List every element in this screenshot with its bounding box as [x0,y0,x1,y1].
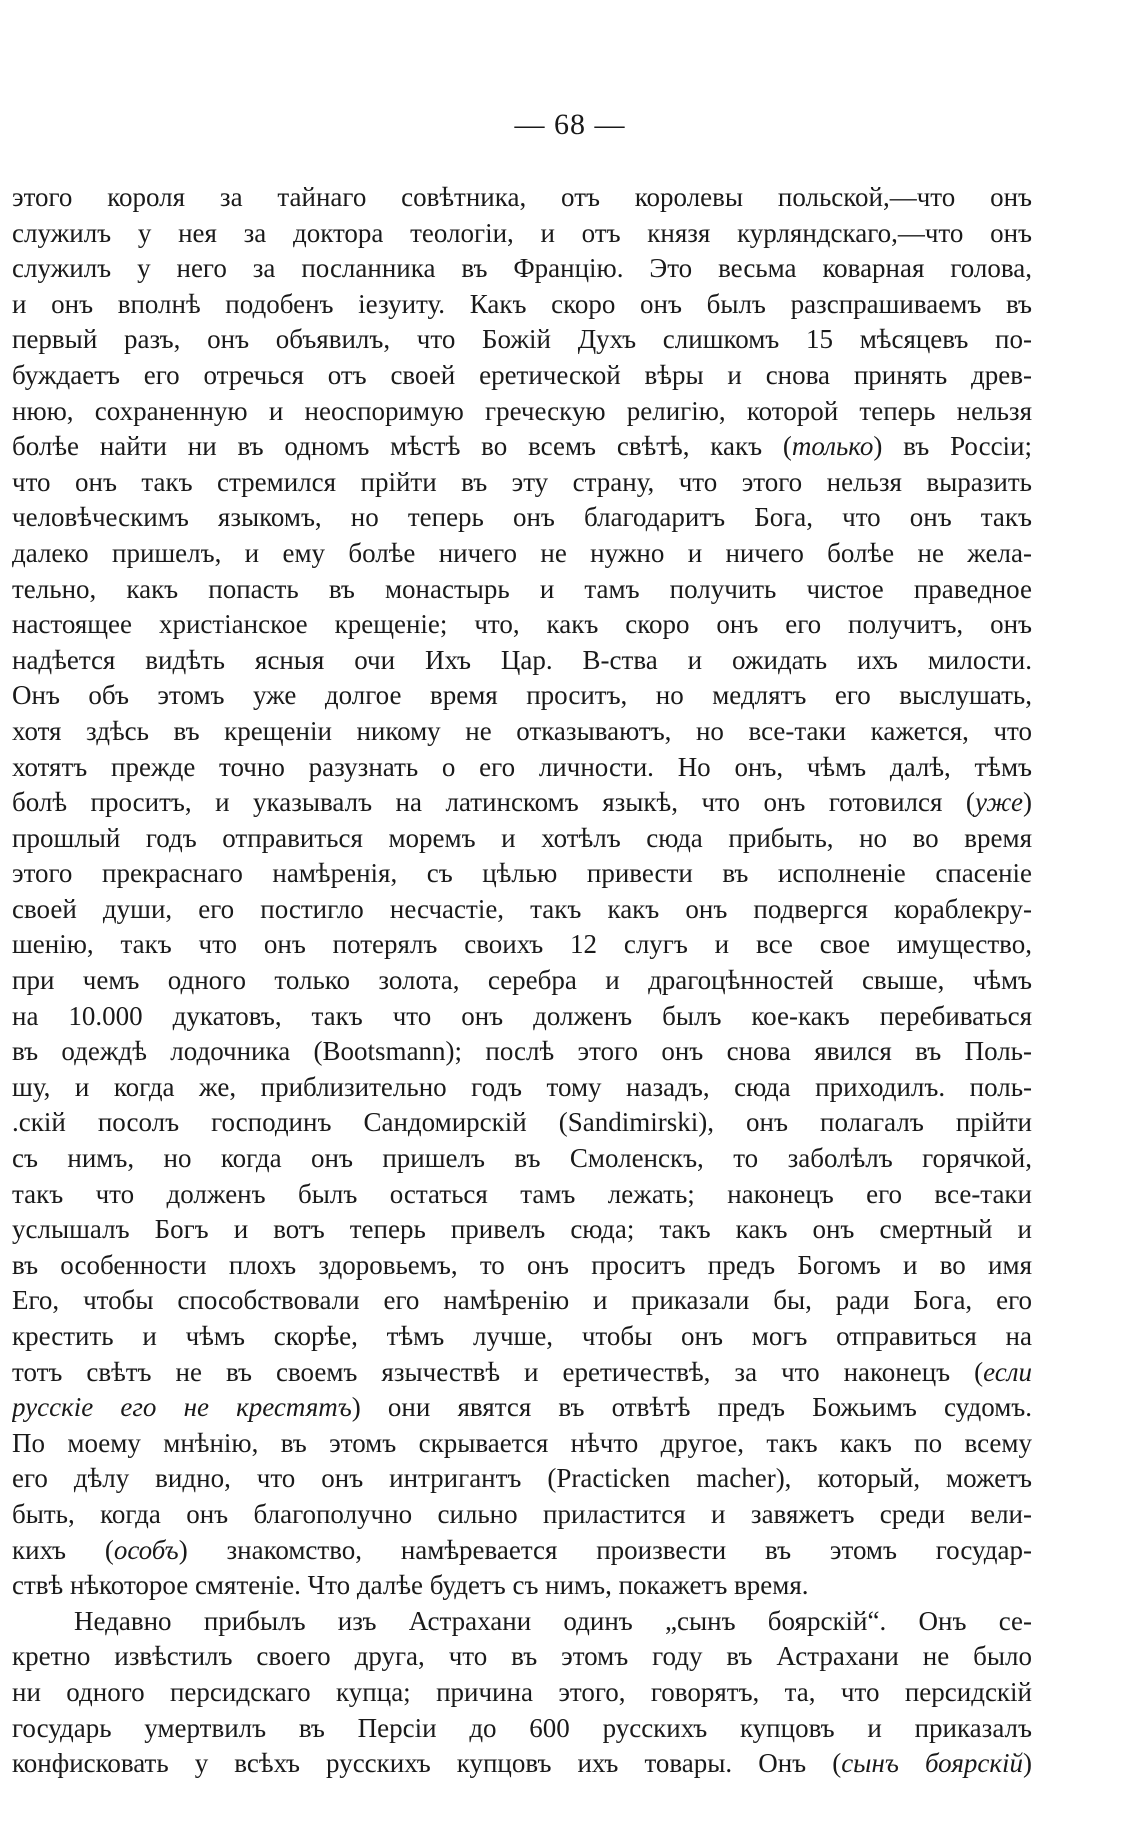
text-line [12,287,1032,323]
text-line [12,572,1032,608]
text-segment: хотятъ прежде точно разузнать о его личности. Но онъ, чѣмъ далѣ, тѣмъ [12,751,1032,782]
text-line [12,1461,1032,1497]
text-line [12,785,1032,821]
text-segment: кретно извѣстилъ своего друга, что въ этомъ году въ Астрахани не было [12,1641,1032,1672]
text-line [12,358,1032,394]
text-segment: ) [1023,787,1032,818]
text-line [12,1675,1032,1711]
text-segment: что онъ такъ стремился прійти въ эту страну, что этого нельзя выразить [12,466,1032,497]
text-line [12,1105,1032,1141]
text-line [12,1639,1032,1675]
text-segment: .скій посолъ господинъ Сандомирскій (Sandimirski), онъ полагалъ прійти [12,1107,1032,1138]
text-segment: хотя здѣсь въ крещеніи никому не отказываютъ, но все-таки кажется, что [12,715,1032,746]
text-segment: на 10.000 дукатовъ, такъ что онъ долженъ былъ кое-какъ перебиваться [12,1000,1032,1031]
text-segment: кихъ ( [12,1534,114,1565]
text-segment: служилъ у нея за доктора теологіи, и отъ князя курляндскаго,—что онъ [12,217,1032,248]
text-line [12,536,1032,572]
text-segment: тельно, какъ попасть въ монастырь и тамъ получить чистое праведное [12,573,1032,604]
text-segment: Онъ объ этомъ уже долгое время проситъ, но медлятъ его выслушать, [12,680,1032,711]
text-segment: тотъ свѣтъ не въ своемъ язычествѣ и еретичествѣ, за что наконецъ ( [12,1356,984,1387]
text-line [12,643,1032,679]
text-segment: въ особенности плохъ здоровьемъ, то онъ проситъ предъ Богомъ и во имя [12,1249,1032,1280]
italic-text-segment: уже [974,787,1023,818]
text-line [12,1212,1032,1248]
italic-text-segment: особъ [113,1534,179,1565]
text-line [12,500,1032,536]
text-line [12,714,1032,750]
text-segment: настоящее христіанское крещеніе; что, какъ скоро онъ его получитъ, онъ [12,609,1032,640]
text-segment: его дѣлу видно, что онъ интригантъ (Practicken macher), который, можетъ [12,1463,1032,1494]
text-line [12,394,1032,430]
text-segment: такъ что долженъ былъ остаться тамъ лежать; наконецъ его все-таки [12,1178,1032,1209]
text-line [12,465,1032,501]
text-line [12,322,1032,358]
text-segment: своей души, его постигло несчастіе, такъ какъ онъ подвергся кораблекру- [12,893,1032,924]
text-line [12,1248,1032,1284]
text-segment: этого короля за тайнаго совѣтника, отъ королевы польской,—что онъ [12,182,1032,212]
italic-text-segment: сынъ боярскій [841,1748,1023,1779]
text-segment: конфисковать у всѣхъ русскихъ купцовъ ихъ товары. Онъ ( [12,1748,842,1779]
text-line [12,1070,1032,1106]
text-segment: надѣется видѣть ясныя очи Ихъ Цар. В-ства и ожидать ихъ милости. [12,644,1032,675]
text-segment: ) знакомство, намѣревается произвести въ этомъ государ- [178,1534,1032,1565]
text-segment: съ нимъ, но когда онъ пришелъ въ Смоленскъ, то заболѣлъ горячкой, [12,1143,1032,1174]
text-line [12,1319,1032,1355]
text-line [12,963,1032,999]
italic-text-segment: если [983,1356,1032,1387]
text-segment: шу, и когда же, приблизительно годъ тому назадъ, сюда приходилъ. поль- [12,1071,1032,1102]
text-line [12,1746,1032,1782]
text-line [12,892,1032,928]
body-text [12,180,1032,1782]
text-line [12,1711,1032,1747]
page-number: — 68 — [514,108,626,141]
text-segment: услышалъ Богъ и вотъ теперь привелъ сюда; такъ какъ онъ смертный и [12,1214,1032,1245]
text-line [12,1390,1032,1426]
text-line [12,1497,1032,1533]
text-segment: болѣе найти ни въ одномъ мѣстѣ во всемъ свѣтѣ, какъ ( [12,431,792,462]
text-line [12,216,1032,252]
text-segment: прошлый годъ отправиться моремъ и хотѣлъ сюда прибыть, но во время [12,822,1032,853]
text-segment: ствѣ нѣкоторое смятеніе. Что далѣе будетъ съ нимъ, покажетъ время. [12,1570,809,1601]
text-line [12,927,1032,963]
text-line [12,1141,1032,1177]
text-line [12,1283,1032,1319]
text-line [12,750,1032,786]
text-segment: далеко пришелъ, и ему болѣе ничего не нужно и ничего болѣе не жела- [12,537,1032,568]
text-segment: ) въ Россіи; [873,431,1032,462]
italic-text-segment: русскіе его не крестятъ [12,1392,352,1423]
text-segment: нюю, сохраненную и неоспоримую греческую религію, которой теперь нельзя [12,395,1032,426]
text-line [12,821,1032,857]
text-line [12,1034,1032,1070]
text-segment: крестить и чѣмъ скорѣе, тѣмъ лучше, чтобы онъ могъ отправиться на [12,1321,1032,1351]
text-line [12,856,1032,892]
text-segment: Его, чтобы способствовали его намѣренію и приказали бы, ради Бога, его [12,1285,1032,1316]
text-line [12,678,1032,714]
text-segment: этого прекраснаго намѣренія, съ цѣлью привести въ исполненіе спасеніе [12,858,1032,889]
text-segment: буждаетъ его отречься отъ своей еретической вѣры и снова принять древ- [12,359,1032,390]
text-line [12,1568,1032,1604]
text-segment: первый разъ, онъ объявилъ, что Божій Духъ слишкомъ 15 мѣсяцевъ по- [12,324,1032,355]
text-line [12,251,1032,287]
text-segment: ) [1023,1748,1032,1779]
text-segment: служилъ у него за посланника въ Францію. Это весьма коварная голова, [12,253,1032,284]
text-segment: въ одеждѣ лодочника (Bootsmann); послѣ этого онъ снова явился въ Поль- [12,1036,1032,1067]
text-line [12,180,1032,216]
text-segment: болѣ проситъ, и указывалъ на латинскомъ языкѣ, что онъ готовился ( [12,787,975,818]
text-segment: По моему мнѣнію, въ этомъ скрывается нѣчто другое, такъ какъ по всему [12,1427,1032,1458]
text-segment: при чемъ одного только золота, серебра и драгоцѣнностей свыше, чѣмъ [12,965,1032,996]
text-segment: государь умертвилъ въ Персіи до 600 русскихъ купцовъ и приказалъ [12,1712,1032,1743]
italic-text-segment: только [791,431,874,462]
text-line [12,429,1032,465]
text-segment: человѣческимъ языкомъ, но теперь онъ благодаритъ Бога, что онъ такъ [12,502,1032,533]
text-line [12,1604,1032,1640]
text-segment: быть, когда онъ благополучно сильно приластится и завяжетъ среди вели- [12,1498,1032,1529]
text-line [12,607,1032,643]
text-segment: ни одного персидскаго купца; причина этого, говорятъ, та, что персидскій [12,1676,1032,1707]
text-line [12,1355,1032,1391]
text-line [12,1177,1032,1213]
text-line [12,999,1032,1035]
text-segment: и онъ вполнѣ подобенъ іезуиту. Какъ скоро онъ былъ разспрашиваемъ въ [12,288,1032,319]
text-segment: ) они явятся въ отвѣтѣ предъ Божьимъ судомъ. [351,1392,1032,1423]
text-segment: Недавно прибылъ изъ Астрахани одинъ „сынъ боярскій“. Онъ се- [74,1605,1032,1636]
text-segment: шенію, такъ что онъ потерялъ своихъ 12 слугъ и все свое имущество, [12,929,1032,960]
text-line [12,1533,1032,1569]
text-line [12,1426,1032,1462]
